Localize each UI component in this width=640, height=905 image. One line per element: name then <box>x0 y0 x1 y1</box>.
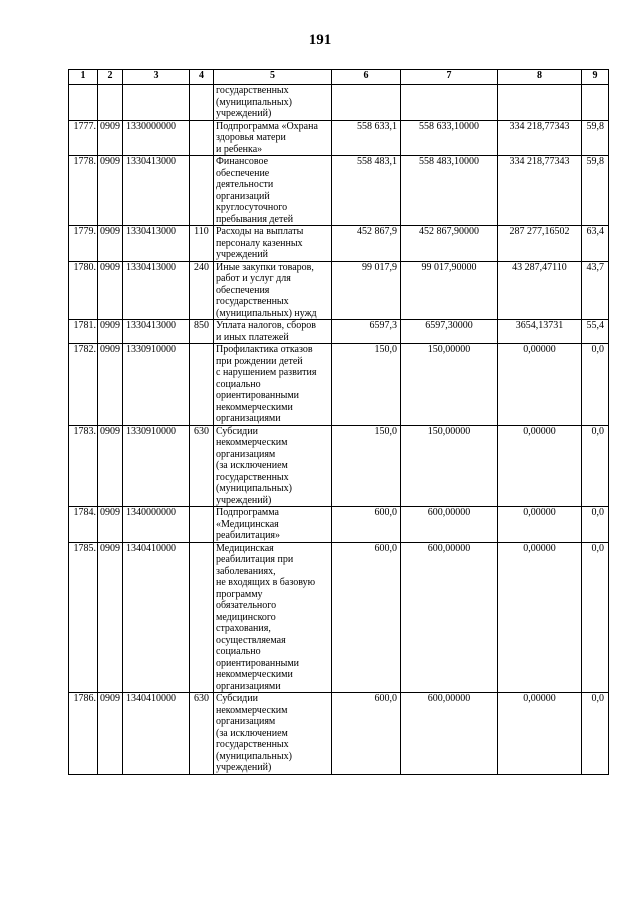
approved-amount-cell: 558 633,1 <box>332 120 401 156</box>
percent-cell: 0,0 <box>582 693 609 775</box>
header-cell: 1 <box>69 70 98 85</box>
approved-amount-cell: 150,0 <box>332 344 401 426</box>
approved-amount-cell <box>332 85 401 121</box>
table-row <box>69 320 609 344</box>
expense-type-cell: 630 <box>190 693 214 775</box>
header-cell: 2 <box>98 70 123 85</box>
table-row <box>69 344 609 426</box>
row-number-cell: 1777. <box>69 120 98 156</box>
plan-amount-cell: 558 483,10000 <box>401 156 498 226</box>
row-number-cell: 1786. <box>69 693 98 775</box>
approved-amount-cell: 99 017,9 <box>332 261 401 320</box>
expense-type-cell: 110 <box>190 226 214 262</box>
executed-amount-cell <box>498 85 582 121</box>
item-name-cell: Подпрограмма «Охрана здоровья матери и ребенка» <box>214 120 332 156</box>
percent-cell: 0,0 <box>582 507 609 543</box>
section-code-cell: 0909 <box>98 425 123 507</box>
item-name-cell: Субсидии некоммерческим организациям (за исключением государственных (муниципальных) учреждений) <box>214 425 332 507</box>
percent-cell: 59,8 <box>582 120 609 156</box>
table-row <box>69 226 609 262</box>
table-row <box>69 261 609 320</box>
expense-type-cell <box>190 156 214 226</box>
row-number-cell: 1783. <box>69 425 98 507</box>
percent-cell <box>582 85 609 121</box>
section-code-cell: 0909 <box>98 344 123 426</box>
percent-cell: 63,4 <box>582 226 609 262</box>
expense-type-cell: 240 <box>190 261 214 320</box>
table-row <box>69 120 609 156</box>
row-number-cell <box>69 85 98 121</box>
percent-cell: 0,0 <box>582 542 609 693</box>
item-name-cell: Иные закупки товаров, работ и услуг для обеспечения государственных (муниципальных) нужд <box>214 261 332 320</box>
plan-amount-cell: 600,00000 <box>401 693 498 775</box>
item-name-cell: Финансовое обеспечение деятельности организаций круглосуточного пребывания детей <box>214 156 332 226</box>
target-article-cell: 1340410000 <box>123 693 190 775</box>
expense-type-cell <box>190 507 214 543</box>
target-article-cell: 1330910000 <box>123 344 190 426</box>
row-number-cell: 1781. <box>69 320 98 344</box>
executed-amount-cell: 334 218,77343 <box>498 120 582 156</box>
header-cell: 8 <box>498 70 582 85</box>
target-article-cell: 1340410000 <box>123 542 190 693</box>
executed-amount-cell: 0,00000 <box>498 542 582 693</box>
approved-amount-cell: 600,0 <box>332 507 401 543</box>
approved-amount-cell: 150,0 <box>332 425 401 507</box>
expense-type-cell <box>190 85 214 121</box>
header-cell: 5 <box>214 70 332 85</box>
plan-amount-cell: 99 017,90000 <box>401 261 498 320</box>
section-code-cell: 0909 <box>98 226 123 262</box>
row-number-cell: 1779. <box>69 226 98 262</box>
header-cell: 7 <box>401 70 498 85</box>
percent-cell: 0,0 <box>582 425 609 507</box>
approved-amount-cell: 600,0 <box>332 542 401 693</box>
section-code-cell: 0909 <box>98 261 123 320</box>
table-row <box>69 156 609 226</box>
percent-cell: 0,0 <box>582 344 609 426</box>
executed-amount-cell: 0,00000 <box>498 693 582 775</box>
header-cell: 6 <box>332 70 401 85</box>
expense-type-cell: 850 <box>190 320 214 344</box>
plan-amount-cell: 452 867,90000 <box>401 226 498 262</box>
item-name-cell: Медицинская реабилитация при заболеваниях, не входящих в базовую программу обязательного медицинского страхования, осуществляемая социально ориентированными некоммерческими организациями <box>214 542 332 693</box>
item-name-cell: Уплата налогов, сборов и иных платежей <box>214 320 332 344</box>
table-row <box>69 425 609 507</box>
plan-amount-cell: 6597,30000 <box>401 320 498 344</box>
executed-amount-cell: 0,00000 <box>498 507 582 543</box>
table-row <box>69 693 609 775</box>
expense-type-cell <box>190 542 214 693</box>
header-cell: 9 <box>582 70 609 85</box>
target-article-cell: 1330413000 <box>123 261 190 320</box>
item-name-cell: Расходы на выплаты персоналу казенных учреждений <box>214 226 332 262</box>
item-name-cell: Субсидии некоммерческим организациям (за исключением государственных (муниципальных) учреждений) <box>214 693 332 775</box>
percent-cell: 55,4 <box>582 320 609 344</box>
header-row <box>69 70 609 85</box>
section-code-cell: 0909 <box>98 507 123 543</box>
plan-amount-cell: 600,00000 <box>401 542 498 693</box>
percent-cell: 43,7 <box>582 261 609 320</box>
approved-amount-cell: 600,0 <box>332 693 401 775</box>
executed-amount-cell: 334 218,77343 <box>498 156 582 226</box>
target-article-cell: 1330413000 <box>123 156 190 226</box>
header-cell: 4 <box>190 70 214 85</box>
approved-amount-cell: 6597,3 <box>332 320 401 344</box>
target-article-cell <box>123 85 190 121</box>
expense-type-cell <box>190 344 214 426</box>
row-number-cell: 1780. <box>69 261 98 320</box>
percent-cell: 59,8 <box>582 156 609 226</box>
item-name-cell: государственных (муниципальных) учреждений) <box>214 85 332 121</box>
section-code-cell: 0909 <box>98 693 123 775</box>
executed-amount-cell: 43 287,47110 <box>498 261 582 320</box>
target-article-cell: 1330910000 <box>123 425 190 507</box>
header-cell: 3 <box>123 70 190 85</box>
section-code-cell: 0909 <box>98 320 123 344</box>
item-name-cell: Профилактика отказов при рождении детей с нарушением развития социально ориентированными некоммерческими организациями <box>214 344 332 426</box>
approved-amount-cell: 558 483,1 <box>332 156 401 226</box>
section-code-cell: 0909 <box>98 156 123 226</box>
row-number-cell: 1785. <box>69 542 98 693</box>
executed-amount-cell: 287 277,16502 <box>498 226 582 262</box>
budget-table <box>68 69 609 775</box>
row-number-cell: 1782. <box>69 344 98 426</box>
executed-amount-cell: 3654,13731 <box>498 320 582 344</box>
target-article-cell: 1340000000 <box>123 507 190 543</box>
target-article-cell: 1330000000 <box>123 120 190 156</box>
expense-type-cell: 630 <box>190 425 214 507</box>
plan-amount-cell: 150,00000 <box>401 425 498 507</box>
page-number: 191 <box>308 32 332 48</box>
target-article-cell: 1330413000 <box>123 226 190 262</box>
item-name-cell: Подпрограмма «Медицинская реабилитация» <box>214 507 332 543</box>
approved-amount-cell: 452 867,9 <box>332 226 401 262</box>
table-row <box>69 85 609 121</box>
table-row <box>69 542 609 693</box>
plan-amount-cell <box>401 85 498 121</box>
table-row <box>69 507 609 543</box>
section-code-cell: 0909 <box>98 542 123 693</box>
executed-amount-cell: 0,00000 <box>498 344 582 426</box>
plan-amount-cell: 558 633,10000 <box>401 120 498 156</box>
section-code-cell <box>98 85 123 121</box>
plan-amount-cell: 600,00000 <box>401 507 498 543</box>
plan-amount-cell: 150,00000 <box>401 344 498 426</box>
target-article-cell: 1330413000 <box>123 320 190 344</box>
executed-amount-cell: 0,00000 <box>498 425 582 507</box>
row-number-cell: 1784. <box>69 507 98 543</box>
expense-type-cell <box>190 120 214 156</box>
section-code-cell: 0909 <box>98 120 123 156</box>
row-number-cell: 1778. <box>69 156 98 226</box>
